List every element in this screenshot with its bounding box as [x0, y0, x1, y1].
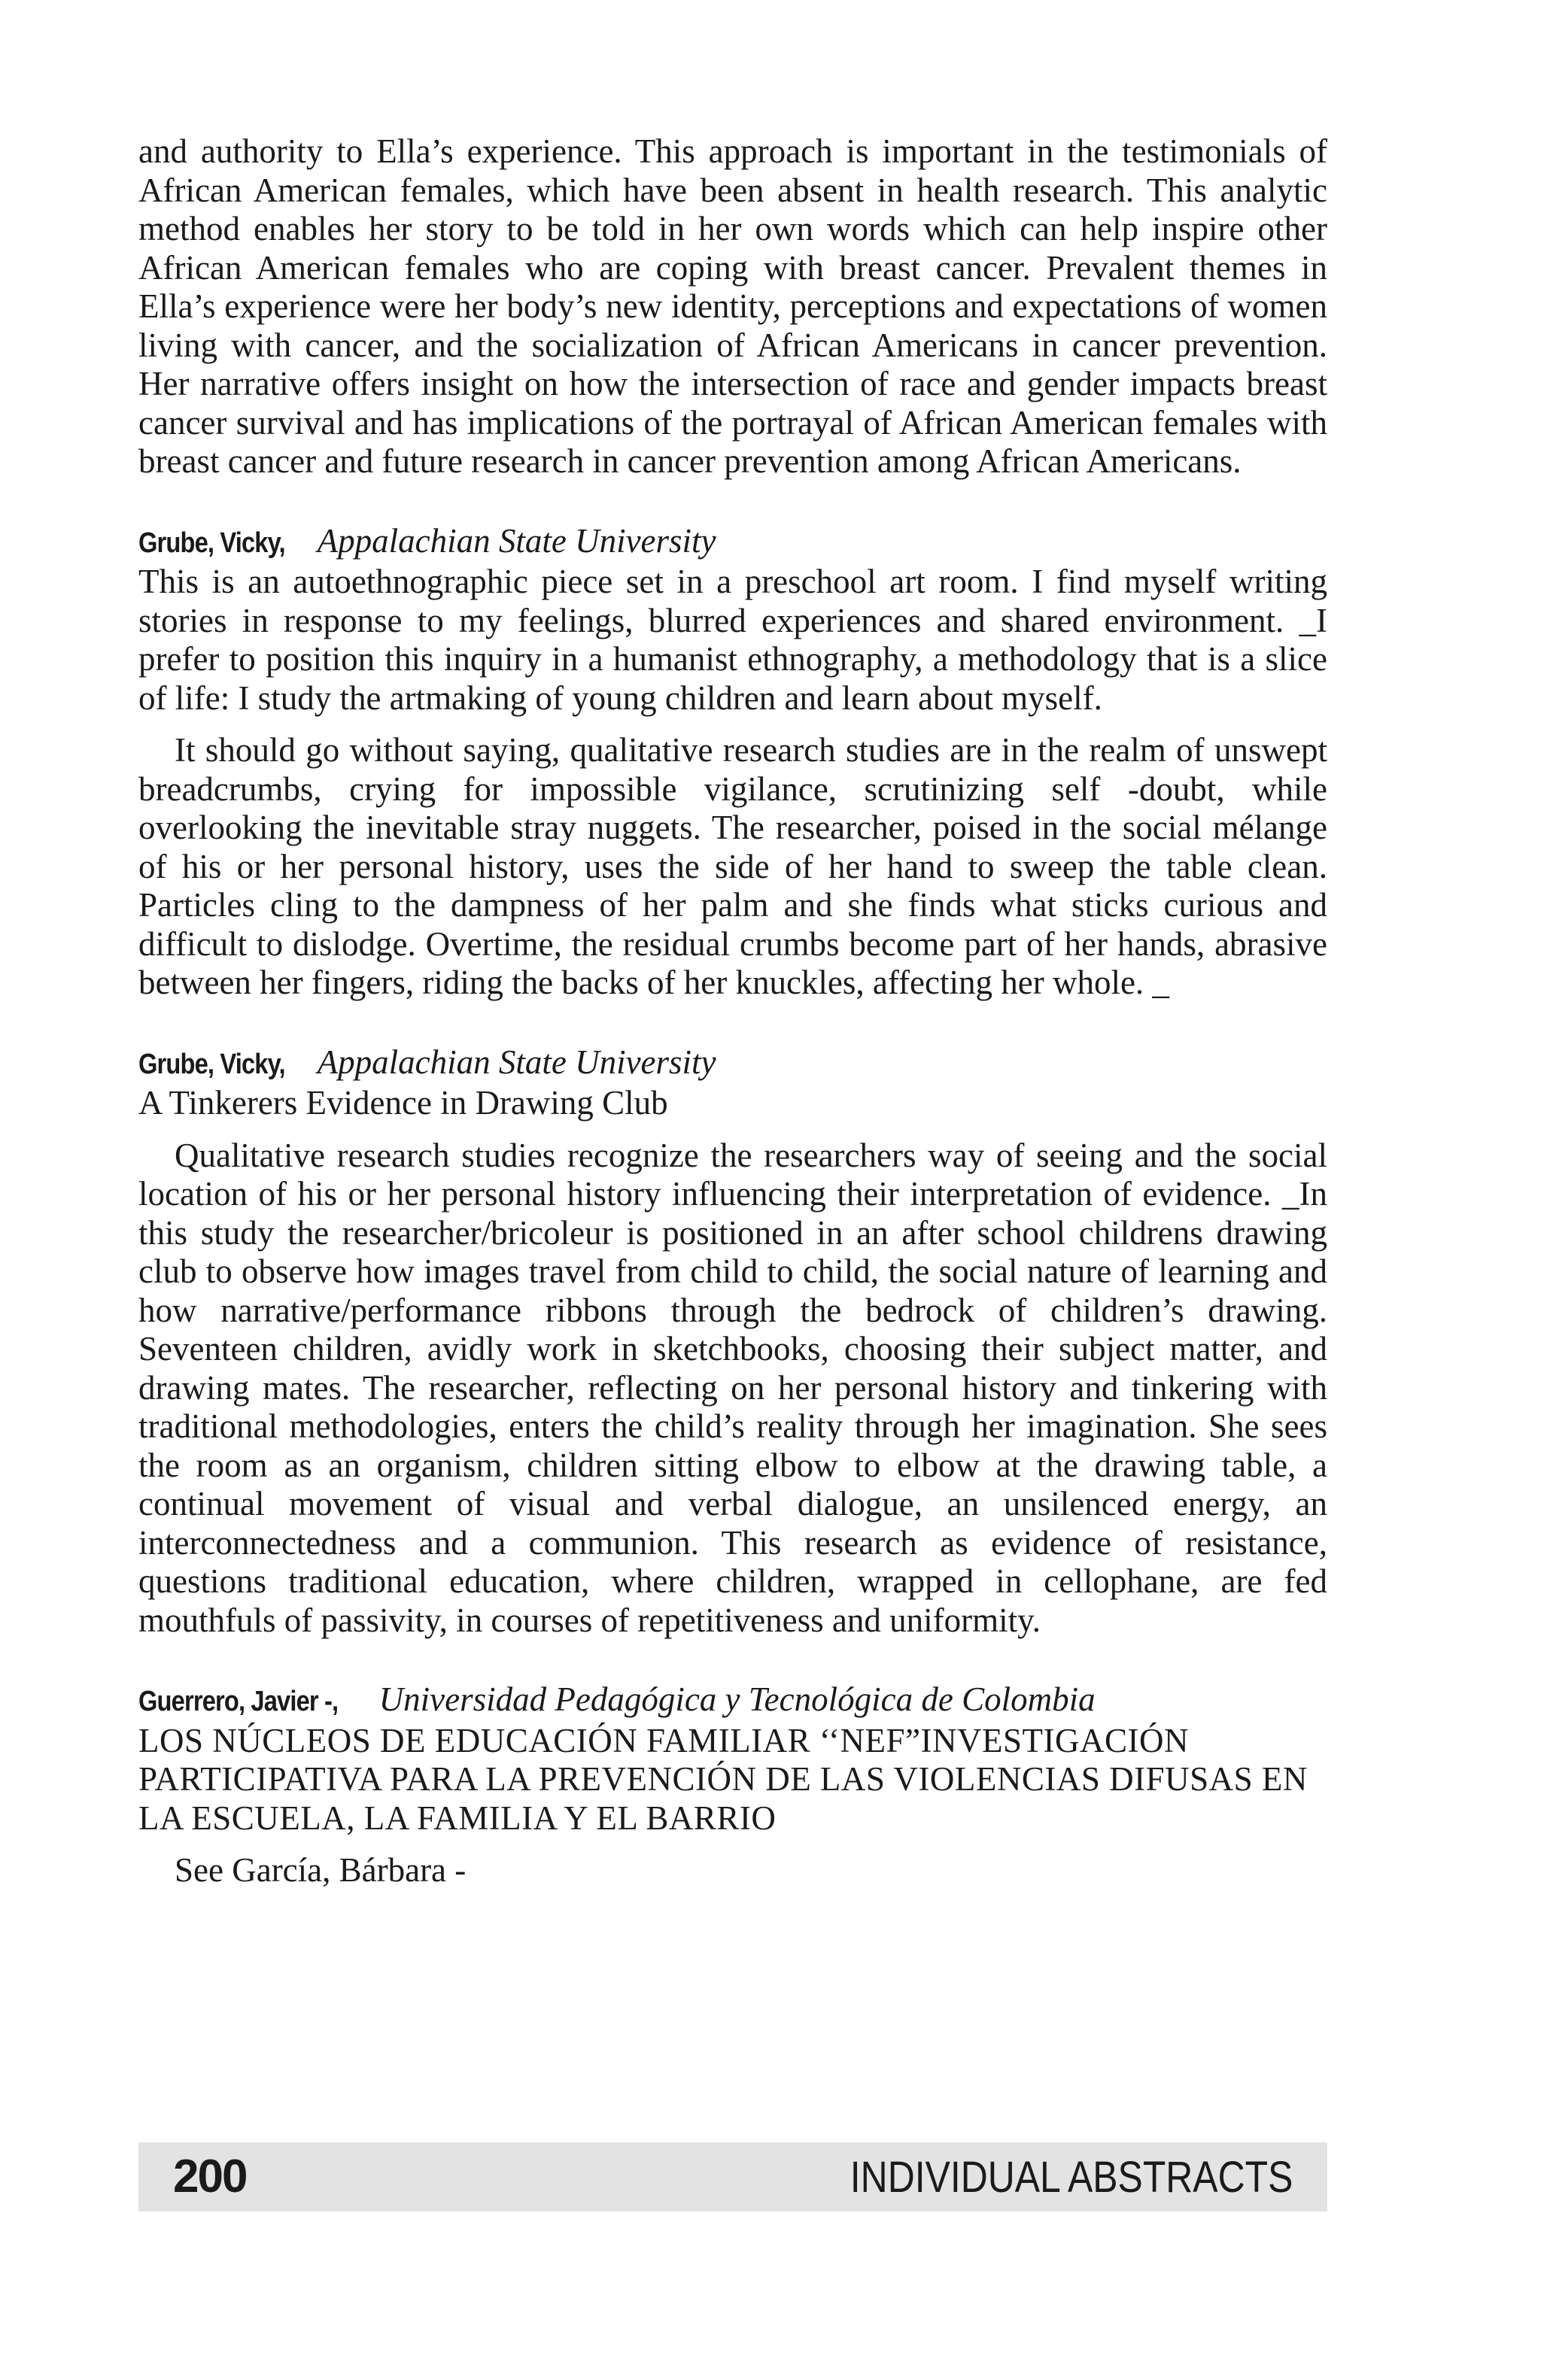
author-affiliation: Appalachian State University: [317, 521, 716, 560]
abstract-entry: [138, 522, 1327, 1003]
abstract-entry: [138, 1043, 1327, 1641]
author-name: Guerrero, Javier -,: [138, 1686, 339, 1717]
page-body: [138, 132, 1327, 1890]
abstract-paragraph: Qualitative research studies recognize the researchers way of seeing and the social location of his or her personal history influencing their interpretation of evidence. _In this study the researcher/bricoleur is positioned in an after school childrens drawing club to observe how images travel from child to child, the social nature of learning and how narrative/performance ribbons through the bedrock of children’s drawing. Seventeen children, avidly work in sketchbooks, choosing their subject matter, and drawing mates. The researcher, reflecting on her personal history and tinkering with traditional methodologies, enters the child’s reality through her imagination. She sees the room as an organism, children sitting elbow to elbow at the drawing table, a continual movement of visual and verbal dialogue, an unsilenced energy, an interconnectedness and a communion. This research as evidence of resistance, questions traditional education, where children, wrapped in cellophane, are fed mouthfuls of passivity, in courses of repetitiveness and uniformity.: [138, 1136, 1327, 1639]
entry-heading: [138, 1680, 1327, 1722]
abstract-paragraph: This is an autoethnographic piece set in a preschool art room. I find myself writing stories in response to my feelings, blurred experiences and shared environment. _I prefer to position this inquiry in a humanist ethnography, a methodology that is a slice of life: I study the artmaking of young children and learn about myself.: [138, 563, 1327, 717]
author-affiliation: Universidad Pedagógica y Tecnológica de Colombia: [378, 1680, 1096, 1718]
author-name: Grube, Vicky,: [138, 1048, 285, 1080]
author-affiliation: Appalachian State University: [317, 1043, 716, 1081]
entry-heading: [138, 1043, 1327, 1085]
abstract-title: A Tinkerers Evidence in Drawing Club: [138, 1084, 668, 1122]
cross-reference: See García, Bárbara -: [175, 1851, 467, 1889]
section-title: INDIVIDUAL ABSTRACTS: [850, 2153, 1293, 2202]
page-number: 200: [173, 2151, 247, 2202]
continuation-paragraph: and authority to Ella’s experience. This approach is important in the testimonials of African American females, which have been absent in health research. This analytic method enables her story to be told in her own words which can help inspire other African American females who are coping with breast cancer. Prevalent themes in Ella’s experience were her body’s new identity, perceptions and expectations of women living with cancer, and the socialization of African Americans in cancer prevention. Her narrative offers insight on how the intersection of race and gender impacts breast cancer survival and has implications of the portrayal of African American females with breast cancer and future research in cancer prevention among African Americans.: [138, 132, 1327, 480]
abstract-title: LOS NÚCLEOS DE EDUCACIÓN FAMILIAR ‘‘NEF”INVESTIGACIÓN PARTICIPATIVA PARA LA PREVENCIÓN DE LAS VIOLENCIAS DIFUSAS EN LA ESCUELA, LA FAMILIA Y EL BARRIO: [138, 1721, 1308, 1837]
abstract-entry: [138, 1680, 1327, 1890]
page-footer: [138, 2142, 1327, 2212]
abstract-paragraph: It should go without saying, qualitative research studies are in the realm of unswept breadcrumbs, crying for impossible vigilance, scrutinizing self -doubt, while overlooking the inevitable stray nuggets. The researcher, poised in the social mélange of his or her personal history, uses the side of her hand to sweep the table clean. Particles cling to the dampness of her palm and she finds what sticks curious and difficult to dislodge. Overtime, the residual crumbs become part of her hands, abrasive between her fingers, riding the backs of her knuckles, affecting her whole. _: [138, 731, 1327, 1001]
entry-heading: [138, 522, 1327, 563]
author-name: Grube, Vicky,: [138, 527, 285, 559]
